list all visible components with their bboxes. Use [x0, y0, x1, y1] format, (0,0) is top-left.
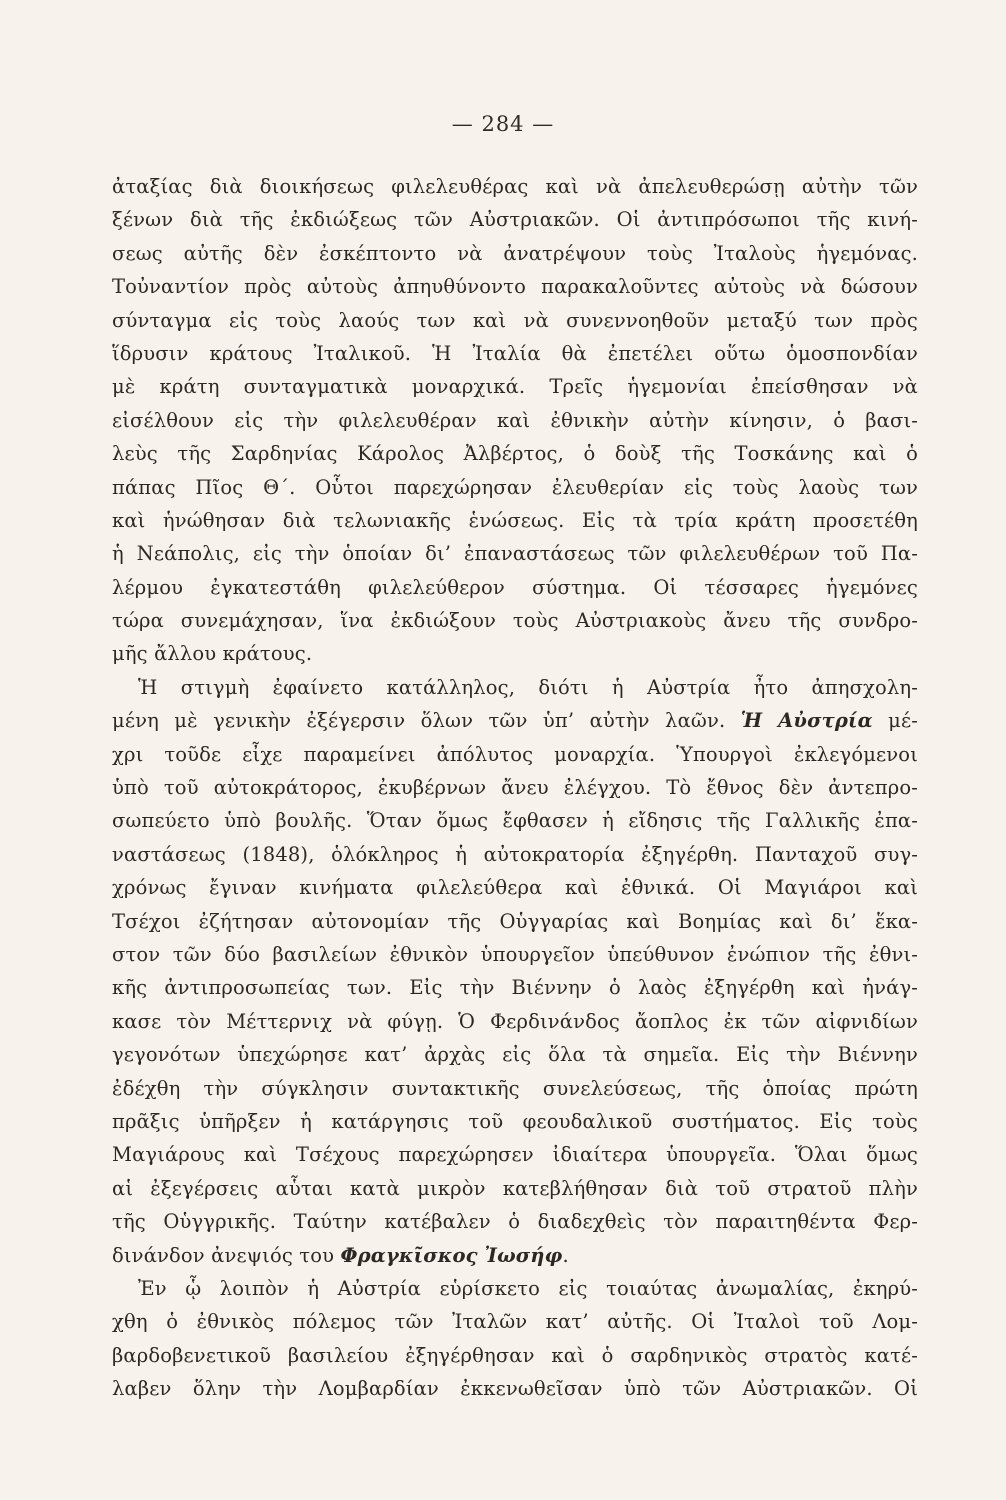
text-line: στον τῶν δύο βασιλείων ἐθνικὸν ὑπουργεῖον ὑπεύθυνον ἐνώπιον τῆς ἐθνι-: [112, 942, 918, 966]
text-line: καὶ ἡνώθησαν διὰ τελωνιακῆς ἑνώσεως. Εἰς τὰ τρία κράτη προσετέθη: [112, 508, 918, 532]
text-line: ὑπὸ τοῦ αὐτοκράτορος, ἐκυβέρνων ἄνευ ἐλέγχου. Τὸ ἔθνος δὲν ἀντεπρο-: [112, 776, 918, 800]
text-line: ἐδέχθη τὴν σύγκλησιν συντακτικῆς συνελεύσεως, τῆς ὁποίας πρώτη: [112, 1076, 918, 1100]
text-line: ἀταξίας διὰ διοικήσεως φιλελευθέρας καὶ νὰ ἀπελευθερώσῃ αὐτὴν τῶν: [112, 175, 918, 198]
text-line: σεως αὐτῆς δὲν ἐσκέπτοντο νὰ ἀνατρέψουν τοὺς Ἰταλοὺς ἡγεμόνας.: [112, 241, 918, 265]
text-line: Μαγιάρους καὶ Τσέχους παρεχώρησεν ἰδιαίτερα ὑπουργεῖα. Ὅλαι ὅμως: [112, 1143, 918, 1167]
text-line: [112, 704, 918, 737]
text-line: κασε τὸν Μέττερνιχ νὰ φύγῃ. Ὁ Φερδινάνδος ἄοπλος ἐκ τῶν αἰφνιδίων: [112, 1009, 918, 1033]
text-line: χρι τοῦδε εἶχε παραμείνει ἀπόλυτος μοναρχία. Ὑπουργοὶ ἐκλεγόμενοι: [112, 742, 918, 766]
text-segment: .: [562, 1243, 569, 1267]
text-line: εἰσέλθουν εἰς τὴν φιλελευθέραν καὶ ἐθνικὴν αὐτὴν κίνησιν, ὁ βασι-: [112, 408, 918, 432]
text-line: μῆς ἄλλου κράτους.: [112, 642, 313, 666]
text-line: λαβεν ὅλην τὴν Λομβαρδίαν ἐκκενωθεῖσαν ὑπὸ τῶν Αὐστριακῶν. Οἱ: [112, 1377, 918, 1401]
text-line: λεὺς τῆς Σαρδηνίας Κάρολος Ἀλβέρτος, ὁ δοὺξ τῆς Τοσκάνης καὶ ὁ: [112, 442, 918, 466]
text-line: Τοὐναντίον πρὸς αὐτοὺς ἀπηυθύνοντο παρακαλοῦντες αὐτοὺς νὰ δώσουν: [112, 275, 918, 299]
emphasized-text: Φραγκῖσκος Ἰωσήφ: [340, 1243, 563, 1267]
emphasized-text: Ἡ Αὐστρία: [740, 709, 873, 733]
text-line: ξένων διὰ τῆς ἐκδιώξεως τῶν Αὐστριακῶν. Οἱ ἀντιπρόσωποι τῆς κινή-: [112, 208, 918, 232]
text-line: [112, 1239, 918, 1272]
text-line: ναστάσεως (1848), ὁλόκληρος ἡ αὐτοκρατορία ἐξηγέρθη. Πανταχοῦ συγ-: [112, 842, 918, 866]
text-line: ἵδρυσιν κράτους Ἰταλικοῦ. Ἡ Ἰταλία θὰ ἐπετέλει οὕτω ὁμοσπονδίαν: [112, 341, 918, 365]
text-line: Τσέχοι ἐζήτησαν αὐτονομίαν τῆς Οὑγγαρίας καὶ Βοημίας καὶ δι’ ἕκα-: [112, 909, 918, 933]
text-line: χθη ὁ ἐθνικὸς πόλεμος τῶν Ἰταλῶν κατ’ αὐτῆς. Οἱ Ἰταλοὶ τοῦ Λομ-: [112, 1310, 918, 1334]
text-line: σωπεύετο ὑπὸ βουλῆς. Ὅταν ὅμως ἔφθασεν ἡ εἴδησις τῆς Γαλλικῆς ἐπα-: [112, 809, 918, 833]
text-line: κῆς ἀντιπροσωπείας των. Εἰς τὴν Βιέννην ὁ λαὸς ἐξηγέρθη καὶ ἠνάγ-: [112, 976, 918, 1000]
text-line: πρᾶξις ὑπῆρξεν ἡ κατάργησις τοῦ φεουδαλικοῦ συστήματος. Εἰς τοὺς: [112, 1109, 918, 1133]
text-line: γεγονότων ὑπεχώρησε κατ’ ἀρχὰς εἰς ὅλα τὰ σημεῖα. Εἰς τὴν Βιέννην: [112, 1043, 918, 1067]
text-line: Ἐν ᾧ λοιπὸν ἡ Αὐστρία εὑρίσκετο εἰς τοιαύτας ἀνωμαλίας, ἐκηρύ-: [138, 1276, 918, 1300]
text-line: σύνταγμα εἰς τοὺς λαούς των καὶ νὰ συνεννοηθοῦν μεταξύ των πρὸς: [112, 308, 918, 332]
text-segment: δινάνδον ἀνεψιός του: [112, 1243, 341, 1267]
text-line: τώρα συνεμάχησαν, ἵνα ἐκδιώξουν τοὺς Αὐστριακοὺς ἄνευ τῆς συνδρο-: [112, 609, 918, 633]
text-line: αἱ ἐξεγέρσεις αὗται κατὰ μικρὸν κατεβλήθησαν διὰ τοῦ στρατοῦ πλὴν: [112, 1176, 918, 1200]
text-line: Ἡ στιγμὴ ἐφαίνετο κατάλληλος, διότι ἡ Αὐστρία ἦτο ἀπησχολη-: [138, 675, 918, 699]
text-line: χρόνως ἔγιναν κινήματα φιλελεύθερα καὶ ἐθνικά. Οἱ Μαγιάροι καὶ: [112, 876, 918, 900]
text-line: λέρμου ἐγκατεστάθη φιλελεύθερον σύστημα. Οἱ τέσσαρες ἡγεμόνες: [112, 575, 918, 599]
text-line: βαρδοβενετικοῦ βασιλείου ἐξηγέρθησαν καὶ ὁ σαρδηνικὸς στρατὸς κατέ-: [112, 1343, 918, 1367]
text-line: ἡ Νεάπολις, εἰς τὴν ὁποίαν δι’ ἐπαναστάσεως τῶν φιλελευθέρων τοῦ Πα-: [112, 542, 918, 566]
text-segment: μένη μὲ γενικὴν ἐξέγερσιν ὅλων τῶν ὑπ’ αὐτὴν λαῶν.: [112, 709, 741, 733]
body-text: [112, 170, 918, 1405]
text-line: πάπας Πῖος Θ΄. Οὗτοι παρεχώρησαν ἐλευθερίαν εἰς τοὺς λαοὺς των: [112, 475, 918, 499]
page-number: — 284 —: [451, 112, 555, 136]
text-line: μὲ κράτη συνταγματικὰ μοναρχικά. Τρεῖς ἡγεμονίαι ἐπείσθησαν νὰ: [112, 375, 918, 399]
text-segment: μέ-: [872, 709, 918, 733]
text-line: τῆς Οὑγγρικῆς. Ταύτην κατέβαλεν ὁ διαδεχθεὶς τὸν παραιτηθέντα Φερ-: [112, 1210, 918, 1234]
